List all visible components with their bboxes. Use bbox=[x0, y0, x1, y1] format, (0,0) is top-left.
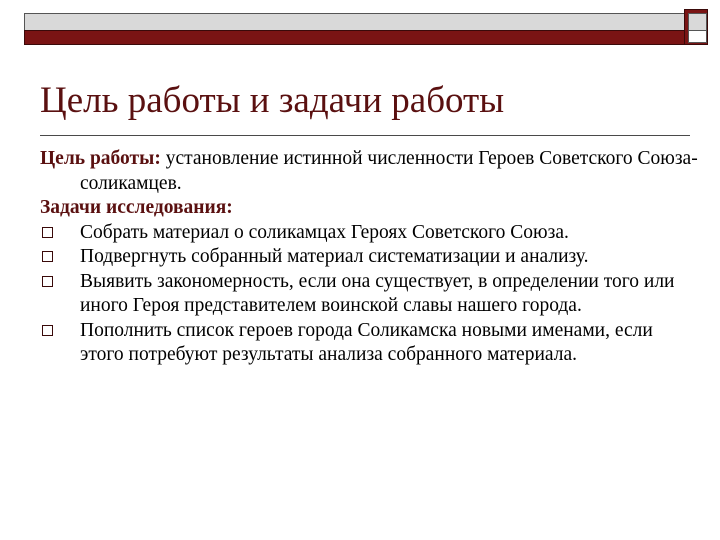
task-item bbox=[40, 245, 700, 270]
corner-square-white bbox=[688, 30, 707, 43]
slide-title: Цель работы и задачи работы bbox=[40, 80, 505, 121]
task-text: Подвергнуть собранный материал систематизации и анализу. bbox=[80, 246, 589, 267]
task-item bbox=[40, 319, 700, 368]
goal-paragraph bbox=[40, 147, 700, 196]
task-item bbox=[40, 270, 700, 319]
title-divider bbox=[40, 135, 690, 136]
task-text: Выявить закономерность, если она существует, в определении того или иного Героя представителем воинской славы нашего города. bbox=[80, 270, 675, 316]
slide-body bbox=[40, 147, 700, 368]
task-item bbox=[40, 221, 700, 246]
header-band-red bbox=[24, 30, 690, 45]
tasks-label: Задачи исследования: bbox=[40, 197, 233, 218]
task-text: Собрать материал о соликамцах Героях Советского Союза. bbox=[80, 221, 569, 243]
goal-label: Цель работы: bbox=[40, 148, 161, 169]
square-bullet-icon bbox=[42, 325, 53, 336]
square-bullet-icon bbox=[42, 227, 53, 238]
goal-text: установление истинной численности Героев Советского Союза-соликамцев. bbox=[80, 148, 698, 194]
square-bullet-icon bbox=[42, 251, 53, 262]
square-bullet-icon bbox=[42, 276, 53, 287]
task-text: Пополнить список героев города Соликамска новыми именами, если этого потребуют результаты анализа собранного материала. bbox=[80, 319, 653, 365]
